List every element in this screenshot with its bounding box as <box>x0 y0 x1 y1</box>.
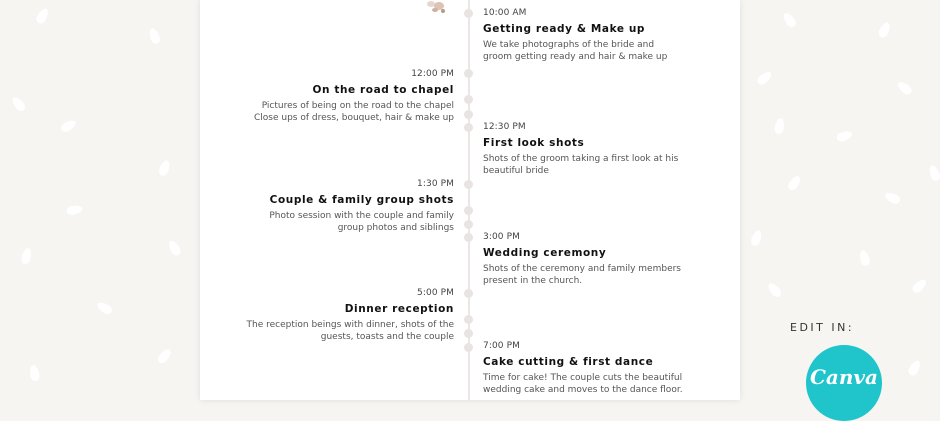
event-description: The reception beings with dinner, shots of the guests, toasts and the couple <box>246 320 454 342</box>
event-title: Cake cutting & first dance <box>483 356 654 368</box>
canva-logo-button[interactable] <box>806 345 882 421</box>
flower-ornament-icon <box>425 0 449 16</box>
timeline-event <box>224 179 454 234</box>
timeline-event <box>224 69 454 124</box>
event-time: 3:00 PM <box>483 232 520 242</box>
timeline-event <box>224 288 454 343</box>
timeline-dot <box>464 233 473 242</box>
timeline-dot <box>464 69 473 78</box>
event-time: 10:00 AM <box>483 8 527 18</box>
leaf-decoration <box>858 249 871 267</box>
leaf-decoration <box>895 79 913 96</box>
event-description: Time for cake! The couple cuts the beautiful wedding cake and moves to the dance floor. <box>483 373 683 395</box>
event-time: 12:00 PM <box>411 69 454 79</box>
leaf-decoration <box>750 229 764 247</box>
timeline-event <box>483 8 713 63</box>
leaf-decoration <box>755 69 773 86</box>
timeline-dot <box>464 95 473 104</box>
event-title: Getting ready & Make up <box>483 23 646 35</box>
timeline-line <box>468 0 470 400</box>
timeline-dot <box>464 289 473 298</box>
leaf-decoration <box>167 239 183 257</box>
event-title: Dinner reception <box>344 303 454 315</box>
leaf-decoration <box>774 117 786 134</box>
leaf-decoration <box>66 204 83 216</box>
leaf-decoration <box>835 129 853 143</box>
event-description: Shots of the groom taking a first look at his beautiful bride <box>483 154 679 176</box>
leaf-decoration <box>35 7 51 25</box>
timeline-dot <box>464 329 473 338</box>
leaf-decoration <box>911 277 929 295</box>
timeline-dot <box>464 343 473 352</box>
leaf-decoration <box>781 11 798 29</box>
leaf-decoration <box>29 364 41 381</box>
edit-in-label: EDIT IN: <box>790 321 855 334</box>
event-time: 7:00 PM <box>483 341 520 351</box>
event-time: 5:00 PM <box>417 288 454 298</box>
leaf-decoration <box>95 300 113 316</box>
leaf-decoration <box>766 281 783 299</box>
event-title: First look shots <box>483 137 585 149</box>
leaf-decoration <box>158 159 172 177</box>
leaf-decoration <box>883 191 901 206</box>
event-time: 12:30 PM <box>483 122 526 132</box>
event-title: Wedding ceremony <box>483 247 607 259</box>
timeline-dot <box>464 180 473 189</box>
timeline-event <box>483 341 713 396</box>
leaf-decoration <box>928 164 940 182</box>
timeline-dot <box>464 220 473 229</box>
leaf-decoration <box>10 95 27 113</box>
event-time: 1:30 PM <box>417 179 454 189</box>
leaf-decoration <box>20 247 33 265</box>
leaf-decoration <box>59 118 77 134</box>
event-title: Couple & family group shots <box>269 194 454 206</box>
leaf-decoration <box>148 27 162 45</box>
event-title: On the road to chapel <box>312 84 454 96</box>
timeline-event <box>483 122 713 177</box>
leaf-decoration <box>907 359 923 377</box>
timeline-card <box>200 0 740 400</box>
event-description: Pictures of being on the road to the chapel Close ups of dress, bouquet, hair & make up <box>254 101 455 123</box>
timeline-event <box>483 232 713 287</box>
event-description: We take photographs of the bride and groom getting ready and hair & make up <box>483 40 668 62</box>
canva-logo-text: Canva <box>810 365 878 389</box>
leaf-decoration <box>877 21 892 39</box>
timeline-dot <box>464 123 473 132</box>
timeline-dot <box>464 315 473 324</box>
timeline-dot <box>464 206 473 215</box>
event-description: Shots of the ceremony and family members present in the church. <box>483 264 681 286</box>
timeline-dot <box>464 110 473 119</box>
timeline-dot <box>464 9 473 18</box>
leaf-decoration <box>156 347 173 365</box>
event-description: Photo session with the couple and family group photos and siblings <box>269 211 454 233</box>
leaf-decoration <box>786 174 803 192</box>
